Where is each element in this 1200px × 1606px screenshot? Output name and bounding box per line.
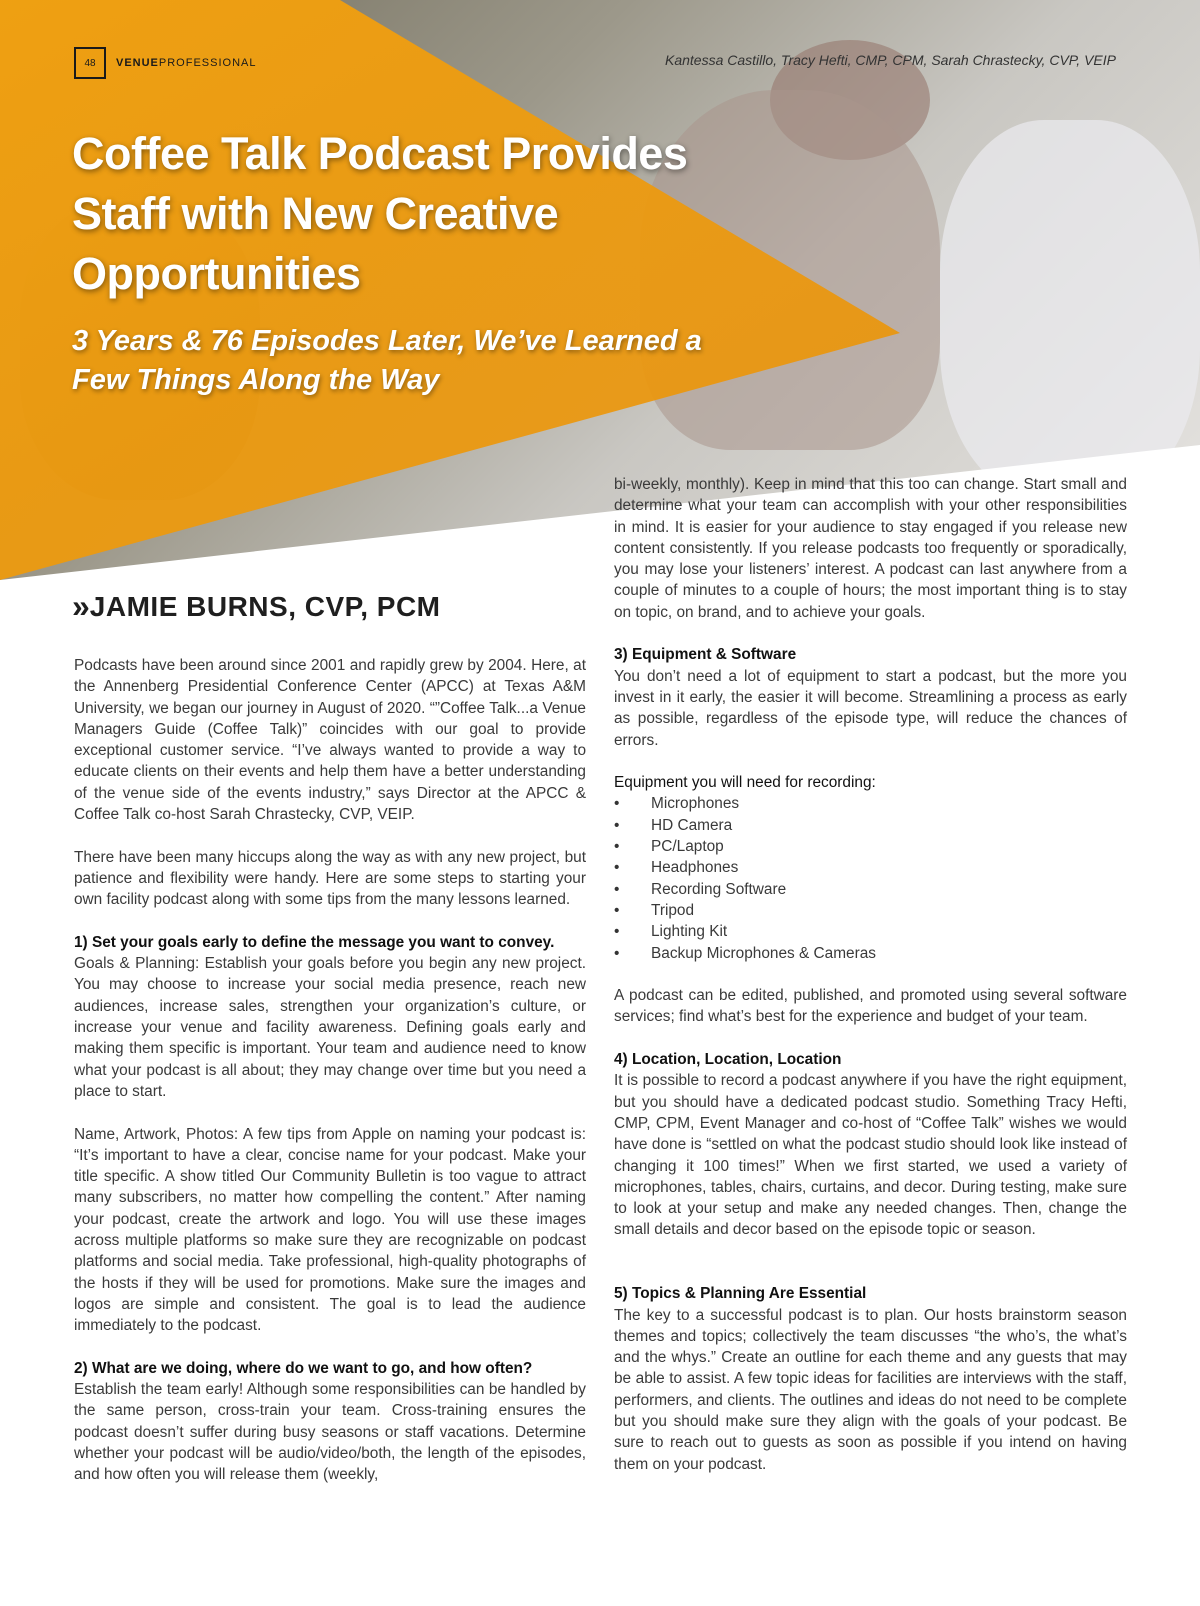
section-heading: 3) Equipment & Software [614, 646, 797, 664]
author-line [72, 588, 441, 625]
paragraph: Podcasts have been around since 2001 and rapidly grew by 2004. Here, at the Annenberg Presidential Conference Center (APCC) at Texas A&M University, we began our journey in August of 2020. “”Coffee Talk...a Venue Managers Guide (Coffee Talk)” coincides with our goal to provide exceptional customer service. “I’ve always wanted to provide a way to educate clients on their events and help them have a better understanding of the venue side of the events industry,” says Director at the APCC & Coffee Talk co-host Sarah Chrastecky, CVP, VEIP. [74, 657, 586, 824]
paragraph: Establish the team early! Although some responsibilities can be handled by the same person, cross-train your team. Cross-training ensures the podcast doesn’t suffer during busy seasons or staff vacations. Determine whether your podcast will be audio/video/both, the length of the episodes, and how often you will release them (weekly, [74, 1381, 586, 1484]
paragraph: You don’t need a lot of equipment to start a podcast, but the more you invest in it early, the easier it will become. Streamlining a process as early as possible, regardless of the episode type, will reduce the chances of errors. [614, 667, 1127, 749]
paragraph: It is possible to record a podcast anywhere if you have the right equipment, but you should have a dedicated podcast studio. Something Tracy Hefti, CMP, CPM, Event Manager and co-host of “Coffee Talk” wishes we would have done is “settled on what the podcast studio should look like instead of changing it 100 times!” When we first started, we used a variety of microphones, tables, chairs, curtains, and decor. During testing, make sure to look at your setup and make any needed changes. Then, change the small details and decor based on the episode topic or season. [614, 1072, 1127, 1239]
list-item: • HD Camera [614, 815, 1127, 836]
paragraph: bi-weekly, monthly). Keep in mind that this too can change. Start small and determine what your team can accomplish with your other responsibilities in mind. It is easier for your audience to stay engaged if you release new content consistently. If you release podcasts too frequently or sporadically, you may lose your listeners’ interest. A podcast can last anywhere from a couple of minutes to a couple of hours; the most important thing is to stay on topic, on brand, and to achieve your goals. [614, 476, 1127, 621]
section-heading: 5) Topics & Planning Are Essential [614, 1285, 867, 1303]
article-subtitle: 3 Years & 76 Episodes Later, We’ve Learned a Few Things Along the Way [72, 325, 702, 396]
column-right [614, 474, 1127, 1496]
column-left [74, 655, 586, 1507]
list-item: • Headphones [614, 857, 1127, 878]
article-title: Coffee Talk Podcast Provides Staff with New Creative Opportunities [72, 128, 688, 299]
list-item: • Lighting Kit [614, 921, 1127, 942]
magazine-brand [116, 57, 256, 69]
spacer [614, 1262, 1127, 1283]
paragraph: Name, Artwork, Photos: A few tips from Apple on naming your podcast is: “It’s important to have a clear, concise name for your podcast. Make your title specific. A show titled Our Community Bulletin is too vague to attract many subscribers, no matter how compelling the content.” After naming your podcast, create the artwork and logo. You will use these images across multiple platforms so make sure they are recognizable on podcast platforms and social media. Take professional, high-quality photographs of the hosts if they will be used for promotions. Make sure the images and logos are simple and consistent. The goal is to lead the audience immediately to the podcast. [74, 1125, 586, 1335]
brand-bold: VENUE [116, 57, 159, 69]
list-item: • Recording Software [614, 879, 1127, 900]
list-item: • PC/Laptop [614, 836, 1127, 857]
list-item: • Microphones [614, 793, 1127, 814]
section-heading: 4) Location, Location, Location [614, 1051, 842, 1069]
equipment-heading: Equipment you will need for recording: [614, 774, 876, 792]
paragraph: The key to a successful podcast is to plan. Our hosts brainstorm season themes and topics; collectively the team discusses “the who’s, the what’s and the whys.” Create an outline for each theme and any guests that may be able to assist. A few topic ideas for facilities are interviews with the staff, performers, and clients. The outlines and ideas do not need to be complete but you should make sure they align with the goals of your podcast. Be sure to reach out to guests as soon as possible if you intend on having them on your podcast. [614, 1306, 1127, 1473]
author-name: JAMIE BURNS, CVP, PCM [89, 590, 441, 622]
list-item: • Tripod [614, 900, 1127, 921]
section-heading: 1) Set your goals early to define the message you want to convey. [74, 933, 555, 951]
byline: Kantessa Castillo, Tracy Hefti, CMP, CPM, Sarah Chrastecky, CVP, VEIP [664, 52, 1116, 68]
chevron-icon: » [72, 588, 84, 624]
paragraph: A podcast can be edited, published, and promoted using several software services; find what’s best for the experience and budget of your team. [614, 987, 1127, 1026]
equipment-list [614, 793, 1127, 963]
running-header [74, 46, 256, 80]
page-number: 48 [74, 47, 106, 79]
paragraph: Goals & Planning: Establish your goals before you begin any new project. You may choose to increase your social media presence, reach new audiences, increase sales, strengthen your organization’s culture, or increase your venue and facility awareness. Defining goals early and making them specific is important. Your team and audience need to know what your podcast is all about; they may change over time but you need a place to start. [74, 955, 586, 1100]
paragraph: There have been many hiccups along the way as with any new project, but patience and flexibility were handy. Here are some steps to starting your own facility podcast along with some tips from the many lessons learned. [74, 848, 586, 909]
brand-rest: PROFESSIONAL [158, 57, 257, 69]
list-item: • Backup Microphones & Cameras [614, 943, 1127, 964]
section-heading: 2) What are we doing, where do we want to go, and how often? [74, 1359, 533, 1377]
